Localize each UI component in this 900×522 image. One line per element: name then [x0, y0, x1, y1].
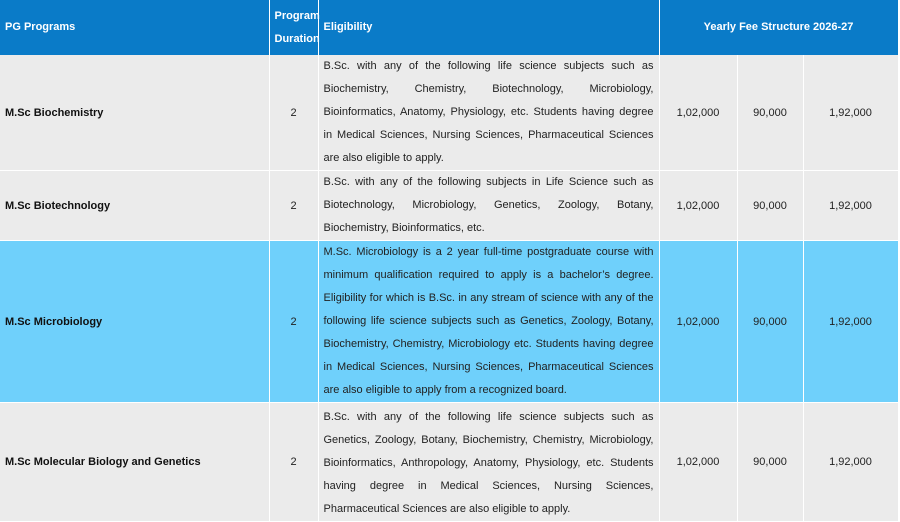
fee-year-2: 90,000 [737, 55, 803, 171]
fee-year-1: 1,02,000 [659, 55, 737, 171]
fee-total: 1,92,000 [803, 171, 898, 241]
eligibility-text: M.Sc. Microbiology is a 2 year full-time postgraduate course with minimum qualification required to apply is a bachelor’s degree. Eligibility for which is B.Sc. in any stream of science with any of the following life science subjects such as Genetics, Zoology, Botany, Biochemistry, Chemistry, Microbiology etc. Students having degree in Medical Sciences, Nursing Sciences, Pharmaceutical Sciences are also eligible to apply from a recognized board. [318, 241, 659, 403]
program-duration: 2 [269, 55, 318, 171]
program-name: M.Sc Molecular Biology and Genetics [0, 403, 269, 522]
eligibility-text: B.Sc. with any of the following life science subjects such as Genetics, Zoology, Botany, Biochemistry, Chemistry, Microbiology, Bioinformatics, Anthropology, Anatomy, Physiology, etc. Students having degree in Medical Sciences, Nursing Sciences, Pharmaceutical Sciences are also eligible to apply. [318, 403, 659, 522]
fee-year-2: 90,000 [737, 241, 803, 403]
fee-year-1: 1,02,000 [659, 241, 737, 403]
program-duration: 2 [269, 403, 318, 522]
table-row [0, 171, 898, 241]
header-program-duration: Program Duration [269, 0, 318, 55]
program-name: M.Sc Biochemistry [0, 55, 269, 171]
table-header-row [0, 0, 898, 55]
fee-year-2: 90,000 [737, 403, 803, 522]
program-name: M.Sc Biotechnology [0, 171, 269, 241]
table-row-highlighted [0, 241, 898, 403]
header-pg-programs: PG Programs [0, 0, 269, 55]
header-eligibility: Eligibility [318, 0, 659, 55]
fee-total: 1,92,000 [803, 55, 898, 171]
table-row [0, 55, 898, 171]
fee-year-1: 1,02,000 [659, 403, 737, 522]
program-duration: 2 [269, 171, 318, 241]
header-yearly-fee-structure: Yearly Fee Structure 2026-27 [659, 0, 898, 55]
eligibility-text: B.Sc. with any of the following life science subjects such as Biochemistry, Chemistry, Biotechnology, Microbiology, Bioinformatics, Anatomy, Physiology, etc. Students having degree in Medical Sciences, Nursing Sciences, Pharmaceutical Sciences are also eligible to apply. [318, 55, 659, 171]
fee-total: 1,92,000 [803, 403, 898, 522]
eligibility-text: B.Sc. with any of the following subjects in Life Science such as Biotechnology, Microbiology, Genetics, Zoology, Botany, Biochemistry, Bioinformatics, etc. [318, 171, 659, 241]
program-name: M.Sc Microbiology [0, 241, 269, 403]
program-duration: 2 [269, 241, 318, 403]
fee-year-1: 1,02,000 [659, 171, 737, 241]
table-row [0, 403, 898, 522]
fee-year-2: 90,000 [737, 171, 803, 241]
fee-total: 1,92,000 [803, 241, 898, 403]
